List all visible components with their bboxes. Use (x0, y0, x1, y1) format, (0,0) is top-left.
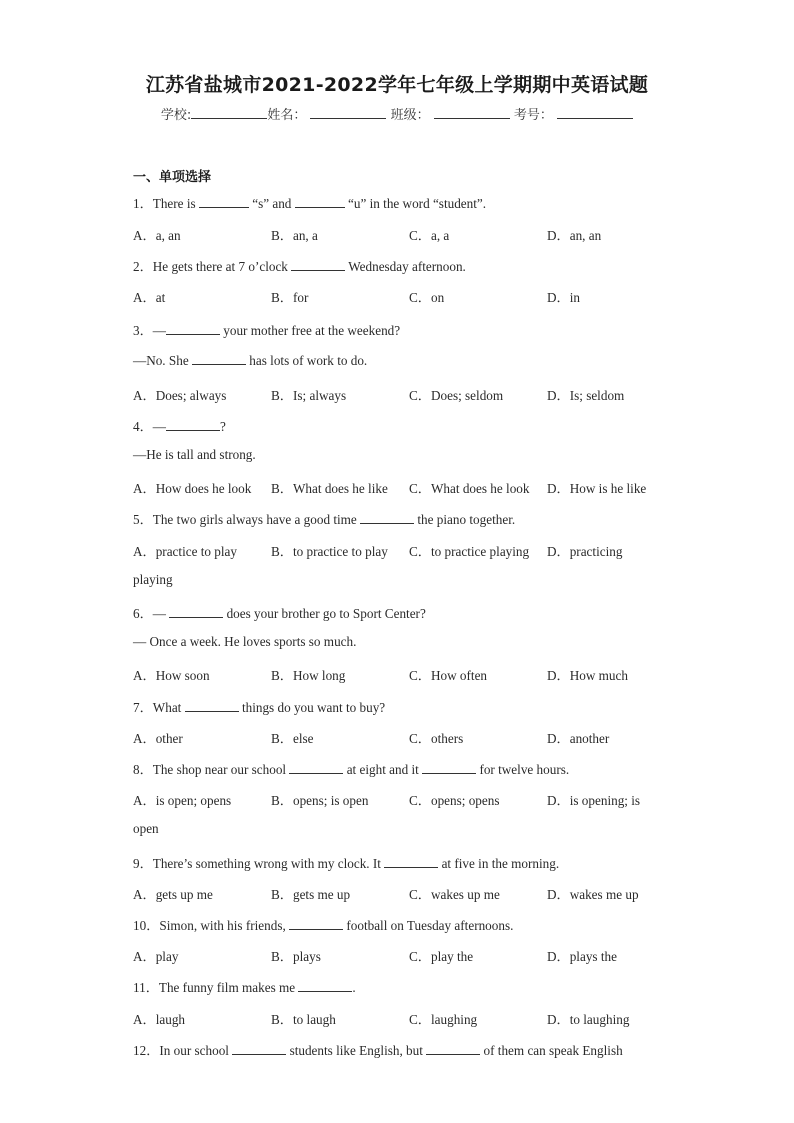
school-label: 学校: (160, 108, 192, 123)
question-5: 5．The two girls always have a good time the piano together. (133, 512, 516, 527)
option-b: B．to laugh (271, 1012, 336, 1027)
option-b: B．to practice to play (271, 544, 388, 559)
option-d-continued: playing (133, 572, 173, 587)
answer-blank (360, 512, 414, 524)
option-d: D．plays the (547, 949, 617, 964)
option-b: B．How long (271, 668, 346, 683)
answer-blank (295, 196, 345, 208)
option-c: C．laughing (409, 1012, 478, 1027)
option-c: C．opens; opens (409, 793, 500, 808)
answer-blank (185, 700, 239, 712)
answer-blank (291, 259, 345, 271)
option-b: B．gets me up (271, 887, 351, 902)
option-d: D．wakes me up (547, 887, 639, 902)
option-d: D．Is; seldom (547, 388, 625, 403)
question-10: 10．Simon, with his friends, football on Tuesday afternoons. (133, 918, 514, 933)
option-d: D．is opening; is (547, 793, 641, 808)
answer-blank (289, 918, 343, 930)
option-c: C．Does; seldom (409, 388, 504, 403)
question-6: 6．— does your brother go to Sport Center? (133, 606, 426, 621)
question-3-line-2: —No. She has lots of work to do. (133, 353, 368, 368)
number-field[interactable] (557, 106, 633, 119)
question-1: 1．There is “s” and “u” in the word “student”. (133, 196, 487, 211)
option-d: D．in (547, 290, 580, 305)
option-a: A．practice to play (133, 544, 237, 559)
answer-blank (298, 980, 352, 992)
question-8: 8．The shop near our school at eight and it for twelve hours. (133, 762, 570, 777)
class-field[interactable] (434, 106, 510, 119)
option-c: C．How often (409, 668, 488, 683)
question-3: 3．— your mother free at the weekend? (133, 323, 401, 338)
option-d: D．How much (547, 668, 628, 683)
option-b: B．an, a (271, 228, 318, 243)
answer-blank (384, 856, 438, 868)
option-a: A．gets up me (133, 887, 213, 902)
option-b: B．for (271, 290, 309, 305)
option-d: D．an, an (547, 228, 602, 243)
answer-blank (426, 1043, 480, 1055)
option-b: B．else (271, 731, 314, 746)
question-6-line-2: — Once a week. He loves sports so much. (133, 634, 357, 649)
section-heading: 一、单项选择 (133, 170, 212, 185)
question-2: 2．He gets there at 7 o’clock Wednesday afternoon. (133, 259, 466, 274)
answer-blank (169, 606, 223, 618)
option-c: C．to practice playing (409, 544, 530, 559)
option-a: A．How soon (133, 668, 210, 683)
option-a: A．How does he look (133, 481, 252, 496)
school-field[interactable] (191, 106, 267, 119)
option-d: D．practicing (547, 544, 623, 559)
answer-blank (192, 353, 246, 365)
question-7: 7．What things do you want to buy? (133, 700, 386, 715)
option-a: A．Does; always (133, 388, 227, 403)
option-c: C．others (409, 731, 464, 746)
answer-blank (422, 762, 476, 774)
name-field[interactable] (310, 106, 386, 119)
option-a: A．other (133, 731, 183, 746)
answer-blank (199, 196, 249, 208)
option-b: B．opens; is open (271, 793, 369, 808)
answer-blank (166, 419, 220, 431)
page-title: 江苏省盐城市2021-2022学年七年级上学期期中英语试题 (145, 74, 649, 96)
option-c: C．on (409, 290, 445, 305)
option-b: B．What does he like (271, 481, 388, 496)
question-9: 9．There’s something wrong with my clock. It at five in the morning. (133, 856, 560, 871)
option-d: D．another (547, 731, 610, 746)
question-4: 4．— ? (133, 419, 226, 434)
option-c: C．wakes up me (409, 887, 500, 902)
option-b: B．Is; always (271, 388, 347, 403)
option-b: B．plays (271, 949, 321, 964)
option-a: A．play (133, 949, 179, 964)
option-c: C．a, a (409, 228, 450, 243)
option-a: A．is open; opens (133, 793, 232, 808)
question-11: 11．The funny film makes me . (133, 980, 356, 995)
answer-blank (232, 1043, 286, 1055)
answer-blank (289, 762, 343, 774)
question-12: 12．In our school students like English, but of them can speak English (133, 1043, 623, 1058)
option-c: C．What does he look (409, 481, 530, 496)
student-info (0, 104, 794, 123)
option-d: D．How is he like (547, 481, 647, 496)
name-label: 姓名： (267, 108, 307, 123)
option-a: A．a, an (133, 228, 181, 243)
option-d-continued: open (133, 821, 159, 836)
option-a: A．at (133, 290, 166, 305)
answer-blank (166, 323, 220, 335)
class-label: 班级： (390, 108, 430, 123)
number-label: 考号： (513, 108, 553, 123)
option-d: D．to laughing (547, 1012, 630, 1027)
option-c: C．play the (409, 949, 474, 964)
option-a: A．laugh (133, 1012, 186, 1027)
question-4-line-2: —He is tall and strong. (133, 447, 256, 462)
